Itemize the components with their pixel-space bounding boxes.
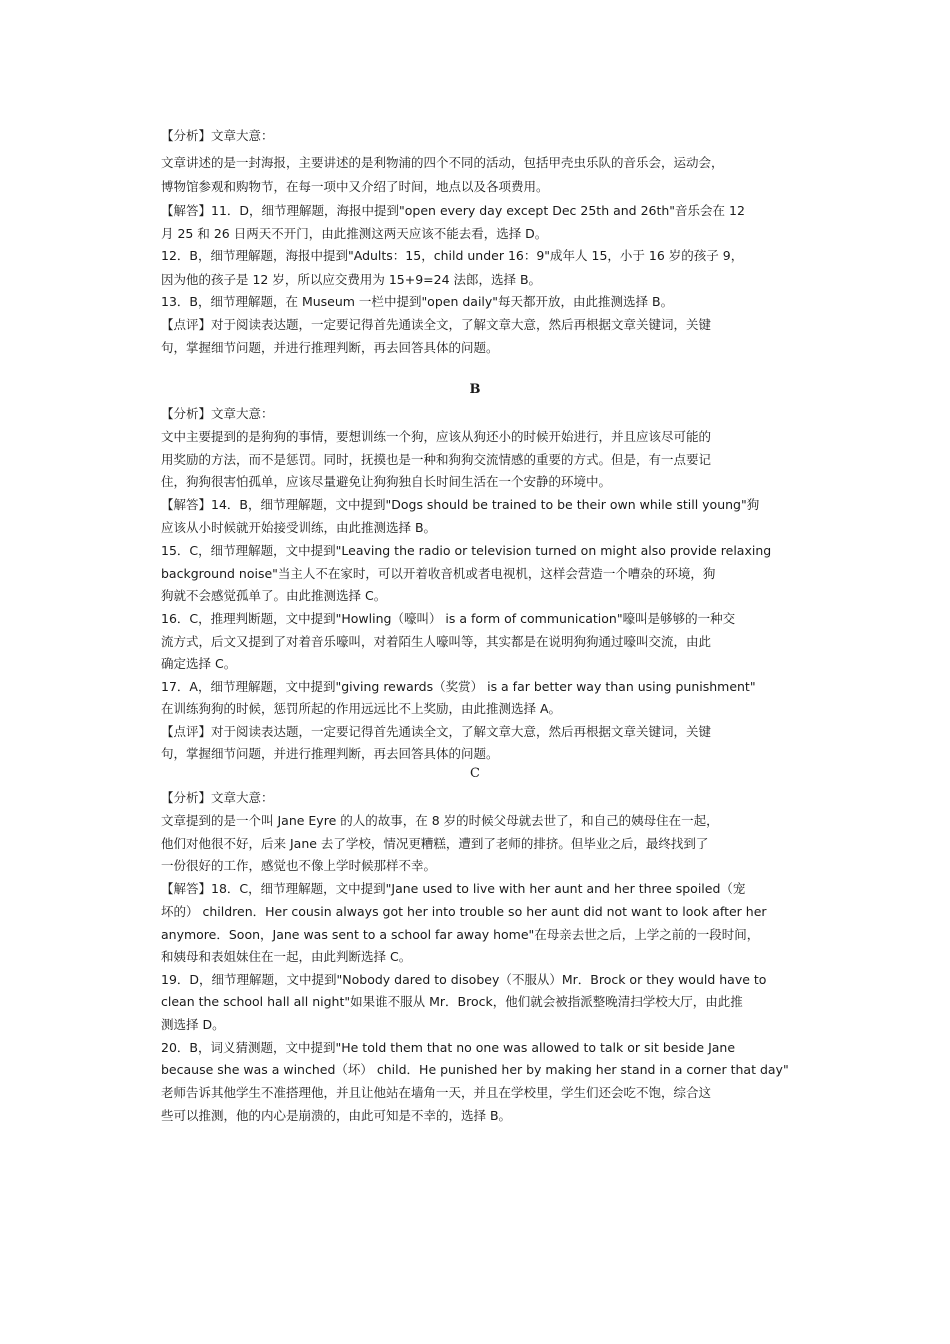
answer-line: 因为他的孩子是 12 岁，所以应交费用为 15+9=24 法郎，选择 B。 bbox=[161, 272, 542, 287]
answer-line: 19．D，细节理解题，文中提到"Nobody dared to disobey（不服从）Mr．Brock or they would have to bbox=[161, 972, 767, 987]
answer-line: 在训练狗狗的时候，惩罚所起的作用远远比不上奖励，由此推测选择 A。 bbox=[161, 701, 562, 716]
analysis-label: 【分析】文章大意： bbox=[161, 406, 274, 421]
analysis-label: 【分析】文章大意： bbox=[161, 790, 274, 805]
answer-line: 【解答】11．D，细节理解题，海报中提到"open every day except Dec 25th and 26th"音乐会在 12 bbox=[161, 203, 745, 218]
comment-line: 【点评】对于阅读表达题，一定要记得首先通读全文，了解文章大意，然后再根据文章关键词，关键 bbox=[161, 317, 712, 332]
answer-line: clean the school hall all night"如果谁不服从 Mr．Brock，他们就会被指派整晚清扫学校大厅，由此推 bbox=[161, 994, 743, 1009]
answer-line: 15．C，细节理解题，文中提到"Leaving the radio or television turned on might also provide relaxing bbox=[161, 543, 772, 558]
summary-line: 用奖励的方法，而不是惩罚。同时，抚摸也是一种和狗狗交流情感的重要的方式。但是，有一点要记 bbox=[161, 452, 712, 467]
answer-line: because she was a winched（坏） child．He punished her by making her stand in a corner that day" bbox=[161, 1062, 789, 1077]
answer-line: 17．A，细节理解题，文中提到"giving rewards（奖赏） is a far better way than using punishment" bbox=[161, 679, 756, 694]
answer-line: 【解答】18．C，细节理解题，文中提到"Jane used to live with her aunt and her three spoiled（宠 bbox=[161, 881, 746, 896]
summary-line: 一份很好的工作，感觉也不像上学时候那样不幸。 bbox=[161, 858, 437, 873]
summary-line: 文章讲述的是一封海报，主要讲述的是利物浦的四个不同的活动，包括甲壳虫乐队的音乐会，运动会， bbox=[161, 155, 724, 170]
answer-line: 应该从小时候就开始接受训练，由此推测选择 B。 bbox=[161, 520, 437, 535]
answer-line: 流方式，后文又提到了对着音乐嚎叫，对着陌生人嚎叫等，其实都是在说明狗狗通过嚎叫交流，由此 bbox=[161, 634, 712, 649]
section-heading-b: B bbox=[469, 382, 481, 397]
comment-line: 【点评】对于阅读表达题，一定要记得首先通读全文，了解文章大意，然后再根据文章关键词，关键 bbox=[161, 724, 712, 739]
comment-line: 句，掌握细节问题，并进行推理判断，再去回答具体的问题。 bbox=[161, 746, 499, 761]
answer-line: 12．B，细节理解题，海报中提到"Adults：15，child under 16：9"成年人 15，小于 16 岁的孩子 9， bbox=[161, 248, 744, 263]
answer-line: 20．B，词义猜测题，文中提到"He told them that no one was allowed to talk or sit beside Jane bbox=[161, 1040, 736, 1055]
answer-line: 测选择 D。 bbox=[161, 1017, 225, 1032]
answer-line: 确定选择 C。 bbox=[161, 656, 237, 671]
answer-line: 和姨母和表姐妹住在一起，由此判断选择 C。 bbox=[161, 949, 412, 964]
section-heading-c: C bbox=[470, 766, 480, 781]
summary-line: 他们对他很不好，后来 Jane 去了学校，情况更糟糕，遭到了老师的排挤。但毕业之后，最终找到了 bbox=[161, 836, 709, 851]
summary-line: 住，狗狗很害怕孤单，应该尽量避免让狗狗独自长时间生活在一个安静的环境中。 bbox=[161, 474, 612, 489]
summary-line: 文章提到的是一个叫 Jane Eyre 的人的故事，在 8 岁的时候父母就去世了，和自己的姨母住在一起， bbox=[161, 813, 719, 828]
summary-line: 文中主要提到的是狗狗的事情，要想训练一个狗，应该从狗还小的时候开始进行，并且应该尽可能的 bbox=[161, 429, 712, 444]
answer-line: 16．C，推理判断题，文中提到"Howling（嚎叫） is a form of communication"嚎叫是够够的一种交 bbox=[161, 611, 736, 626]
answer-line: 月 25 和 26 日两天不开门，由此推测这两天应该不能去看，选择 D。 bbox=[161, 226, 548, 241]
answer-line: 老师告诉其他学生不准搭理他，并且让他站在墙角一天，并且在学校里，学生们还会吃不饱，综合这 bbox=[161, 1085, 712, 1100]
answer-line: 【解答】14．B，细节理解题，文中提到"Dogs should be trained to be their own while still young"狗 bbox=[161, 497, 760, 512]
answer-line: anymore．Soon，Jane was sent to a school far away home"在母亲去世之后，上学之前的一段时间， bbox=[161, 927, 760, 942]
answer-line: 坏的） children．Her cousin always got her into trouble so her aunt did not want to look after her bbox=[161, 904, 767, 919]
summary-line: 博物馆参观和购物节，在每一项中又介绍了时间，地点以及各项费用。 bbox=[161, 179, 549, 194]
answer-line: background noise"当主人不在家时，可以开着收音机或者电视机，这样会营造一个嘈杂的环境，狗 bbox=[161, 566, 716, 581]
answer-line: 狗就不会感觉孤单了。由此推测选择 C。 bbox=[161, 588, 387, 603]
comment-line: 句，掌握细节问题，并进行推理判断，再去回答具体的问题。 bbox=[161, 340, 499, 355]
analysis-label: 【分析】文章大意： bbox=[161, 128, 274, 143]
answer-line: 些可以推测，他的内心是崩溃的，由此可知是不幸的，选择 B。 bbox=[161, 1108, 512, 1123]
answer-line: 13．B，细节理解题，在 Museum 一栏中提到"open daily"每天都开放，由此推测选择 B。 bbox=[161, 294, 674, 309]
